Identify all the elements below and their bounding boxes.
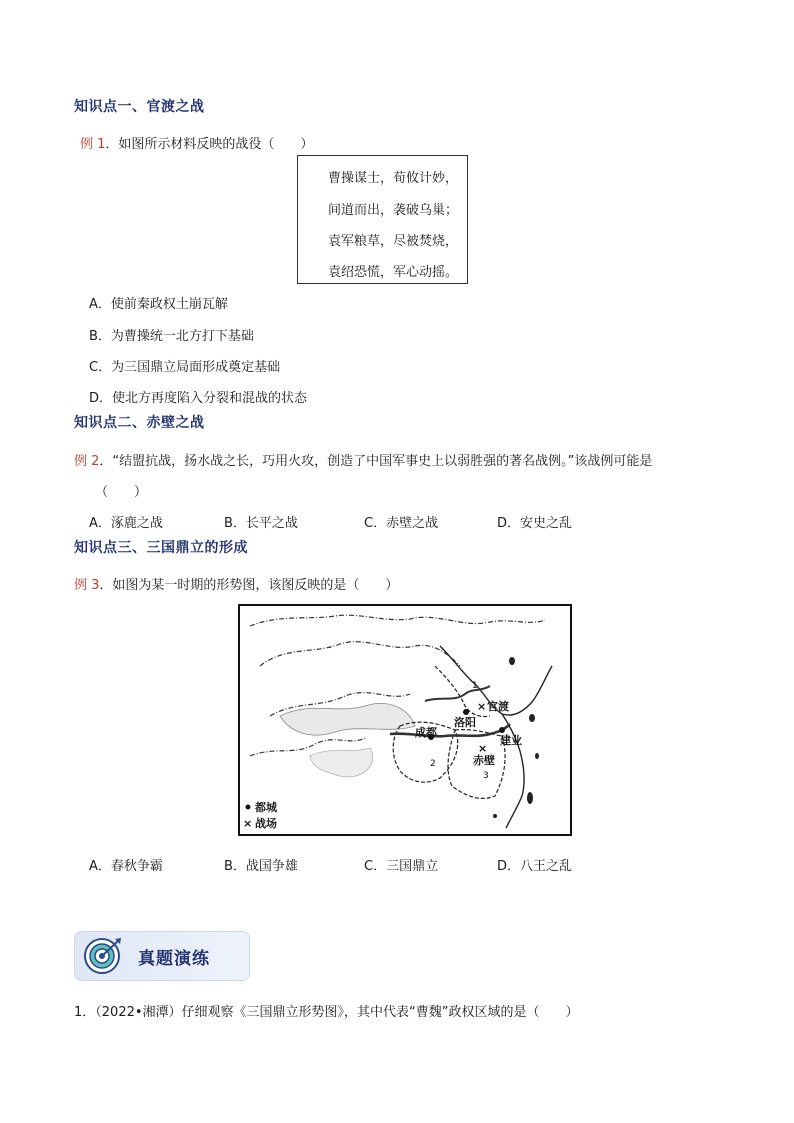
city-marker xyxy=(499,727,505,733)
question-2 xyxy=(74,450,652,469)
region-label: 3 xyxy=(483,771,489,781)
question-2-paren: （ ） xyxy=(95,485,148,500)
legend-battle-icon: × xyxy=(243,817,253,830)
option-a: A．涿鹿之战 xyxy=(89,516,163,531)
option-a: A．使前秦政权土崩瓦解 xyxy=(89,297,228,312)
legend-city-label: 都城 xyxy=(255,801,277,814)
option-b: B．战国争雄 xyxy=(224,859,298,874)
three-kingdoms-map xyxy=(238,604,572,836)
battle-label: 赤壁 xyxy=(473,754,495,767)
question-3-number: 例 3 xyxy=(74,578,100,593)
question-2-number: 例 2 xyxy=(74,454,100,469)
section-heading-3: 知识点三、三国鼎立的形成 xyxy=(74,540,248,556)
question-3 xyxy=(74,574,398,593)
region-label: 2 xyxy=(430,759,436,769)
section-heading-2: 知识点二、赤壁之战 xyxy=(74,415,205,431)
legend-city-icon xyxy=(246,805,251,810)
option-d: D．使北方再度陷入分裂和混战的状态 xyxy=(89,391,308,406)
option-c: C．为三国鼎立局面形成奠定基础 xyxy=(89,360,281,375)
option-d: D．八王之乱 xyxy=(497,859,573,874)
battle-marker: × xyxy=(478,742,488,755)
option-d: D．安史之乱 xyxy=(497,516,573,531)
poem-line: 袁军粮草，尽被焚烧， xyxy=(328,234,459,249)
poem-line: 间道而出，袭破乌巢； xyxy=(328,203,459,218)
option-b: B．为曹操统一北方打下基础 xyxy=(89,329,254,344)
section-heading-1: 知识点一、官渡之战 xyxy=(74,99,205,115)
battle-label: 官渡 xyxy=(487,700,509,713)
practice-question-1: 1．（2022•湘潭）仔细观察《三国鼎立形势图》，其中代表“曹魏”政权区域的是（ ） xyxy=(74,1005,579,1020)
option-c: C．赤壁之战 xyxy=(364,516,439,531)
city-label: 洛阳 xyxy=(454,716,476,729)
map-svg xyxy=(240,606,570,834)
target-icon xyxy=(82,936,124,976)
legend-battle-label: 战场 xyxy=(255,817,277,830)
city-marker xyxy=(463,709,469,715)
battle-marker: × xyxy=(477,700,487,713)
option-c: C．三国鼎立 xyxy=(364,859,439,874)
poem-line: 曹操谋士，荀攸计妙， xyxy=(328,171,459,186)
option-a: A．春秋争霸 xyxy=(89,859,163,874)
question-1 xyxy=(80,133,313,152)
poem-box xyxy=(297,155,468,284)
option-b: B．长平之战 xyxy=(224,516,298,531)
badge-title: 真题演练 xyxy=(138,949,210,969)
question-3-text: ．如图为某一时期的形势图，该图反映的是（ ） xyxy=(99,578,399,593)
city-label: 建业 xyxy=(500,734,522,747)
practice-badge xyxy=(74,931,250,981)
city-label: 成都 xyxy=(415,726,437,739)
poem-line: 袁绍恐慌，军心动摇。 xyxy=(328,265,459,280)
question-1-number: 例 1 xyxy=(80,137,106,152)
question-1-text: ．如图所示材料反映的战役（ ） xyxy=(105,137,314,152)
region-label: 1 xyxy=(472,681,478,691)
question-2-text: ．“结盟抗战，扬水战之长，巧用火攻，创造了中国军事史上以弱胜强的著名战例。”该战例可能是 xyxy=(99,454,653,469)
